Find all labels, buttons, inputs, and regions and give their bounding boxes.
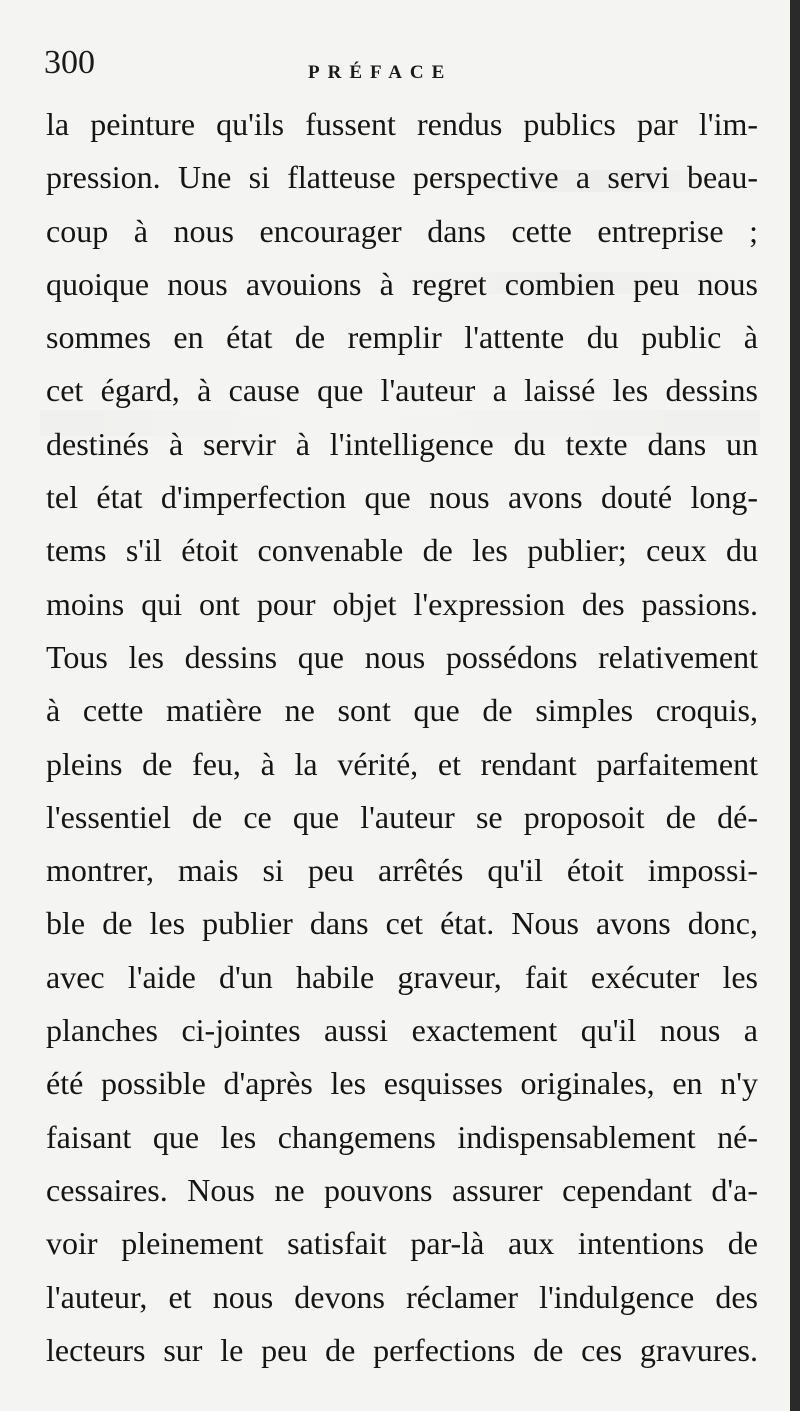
text-line: sommes en état de remplir l'attente du public à bbox=[46, 319, 758, 356]
text-line: planches ci-jointes aussi exactement qu'il nous a bbox=[46, 1012, 758, 1049]
text-line: tel état d'imperfection que nous avons douté long- bbox=[46, 479, 758, 516]
text-line: pression. Une si flatteuse perspective a servi beau- bbox=[46, 159, 758, 196]
text-line: tems s'il étoit convenable de les publier; ceux du bbox=[46, 532, 758, 569]
text-line: la peinture qu'ils fussent rendus publics par l'im- bbox=[46, 106, 758, 142]
text-line: l'auteur, et nous devons réclamer l'indulgence des bbox=[46, 1278, 758, 1315]
page-number: 300 bbox=[44, 44, 95, 81]
text-line: à cette matière ne sont que de simples croquis, bbox=[46, 692, 758, 729]
running-head: PRÉFACE bbox=[308, 62, 453, 83]
preface-text bbox=[46, 98, 758, 1377]
text-line: cet égard, à cause que l'auteur a laissé les dessins bbox=[46, 372, 758, 409]
text-line: Tous les dessins que nous possédons relativement bbox=[46, 638, 758, 675]
text-line: été possible d'après les esquisses originales, en n'y bbox=[46, 1065, 758, 1102]
text-line: montrer, mais si peu arrêtés qu'il étoit impossi- bbox=[46, 852, 758, 889]
text-line: avec l'aide d'un habile graveur, fait exécuter les bbox=[46, 958, 758, 995]
text-line: destinés à servir à l'intelligence du texte dans un bbox=[46, 425, 758, 462]
text-line: pleins de feu, à la vérité, et rendant parfaitement bbox=[46, 745, 758, 782]
text-line: lecteurs sur le peu de perfections de ces gravures. bbox=[46, 1331, 758, 1368]
text-line: cessaires. Nous ne pouvons assurer cependant d'a- bbox=[46, 1171, 758, 1208]
text-line: moins qui ont pour objet l'expression des passions. bbox=[46, 585, 758, 622]
text-line: l'essentiel de ce que l'auteur se proposoit de dé- bbox=[46, 798, 758, 835]
text-line: faisant que les changemens indispensablement né- bbox=[46, 1118, 758, 1155]
text-line: voir pleinement satisfait par-là aux intentions de bbox=[46, 1225, 758, 1262]
text-line: coup à nous encourager dans cette entreprise ; bbox=[46, 212, 758, 249]
text-line: quoique nous avouions à regret combien peu nous bbox=[46, 265, 758, 302]
text-line: ble de les publier dans cet état. Nous avons donc, bbox=[46, 905, 758, 942]
